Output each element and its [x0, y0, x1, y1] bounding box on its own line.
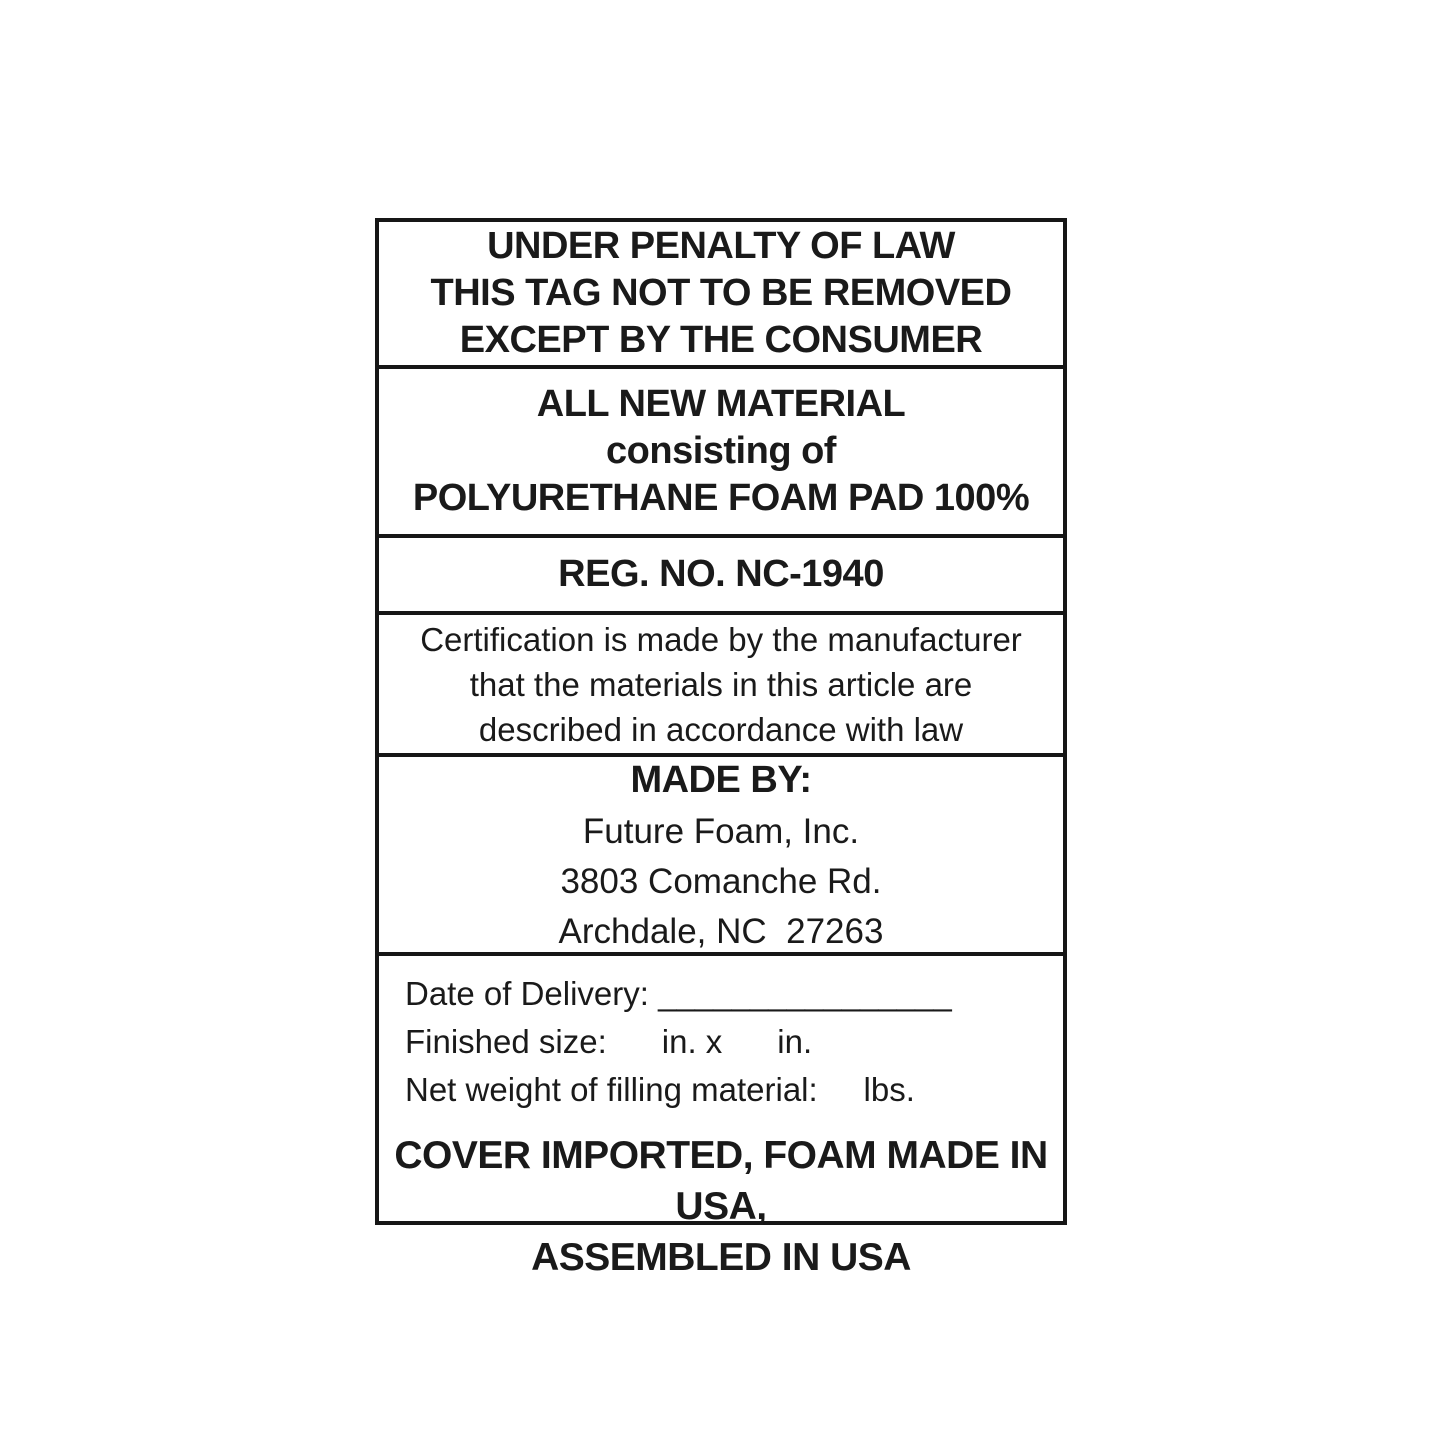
- material-section: [379, 365, 1063, 534]
- penalty-line: THIS TAG NOT TO BE REMOVED: [430, 272, 1012, 314]
- law-tag-label: [375, 218, 1067, 1279]
- origin-statement: [379, 1130, 1063, 1283]
- certification-section: [379, 611, 1063, 753]
- date-of-delivery-blank: ________________: [658, 975, 952, 1012]
- manufacturer-street: 3803 Comanche Rd.: [560, 861, 882, 901]
- date-of-delivery-row: [405, 970, 1053, 1018]
- net-weight-row: Net weight of filling material: lbs.: [405, 1071, 915, 1108]
- finished-size-row: Finished size: in. x in.: [405, 1023, 813, 1060]
- certification-line: Certification is made by the manufacturer: [420, 620, 1022, 658]
- registration-section: [379, 534, 1063, 611]
- penalty-section: [379, 222, 1063, 365]
- date-of-delivery-label: Date of Delivery:: [405, 975, 659, 1012]
- certification-line: described in accordance with law: [478, 710, 964, 748]
- fill-in-section: [379, 952, 1063, 1279]
- material-line: consisting of: [606, 430, 836, 472]
- material-line: ALL NEW MATERIAL: [536, 383, 906, 425]
- penalty-line: UNDER PENALTY OF LAW: [487, 225, 955, 267]
- made-by-section: [379, 753, 1063, 952]
- made-by-heading: MADE BY:: [630, 758, 812, 801]
- origin-line: ASSEMBLED IN USA: [531, 1236, 911, 1279]
- material-line: POLYURETHANE FOAM PAD 100%: [412, 477, 1030, 519]
- manufacturer-city: Archdale, NC 27263: [558, 911, 884, 951]
- fill-in-fields: [379, 956, 1063, 1114]
- registration-number: REG. NO. NC-1940: [558, 553, 884, 595]
- manufacturer-name: Future Foam, Inc.: [582, 811, 860, 851]
- certification-line: that the materials in this article are: [469, 665, 973, 703]
- origin-line: COVER IMPORTED, FOAM MADE IN USA,: [394, 1134, 1059, 1228]
- penalty-line: EXCEPT BY THE CONSUMER: [459, 319, 983, 361]
